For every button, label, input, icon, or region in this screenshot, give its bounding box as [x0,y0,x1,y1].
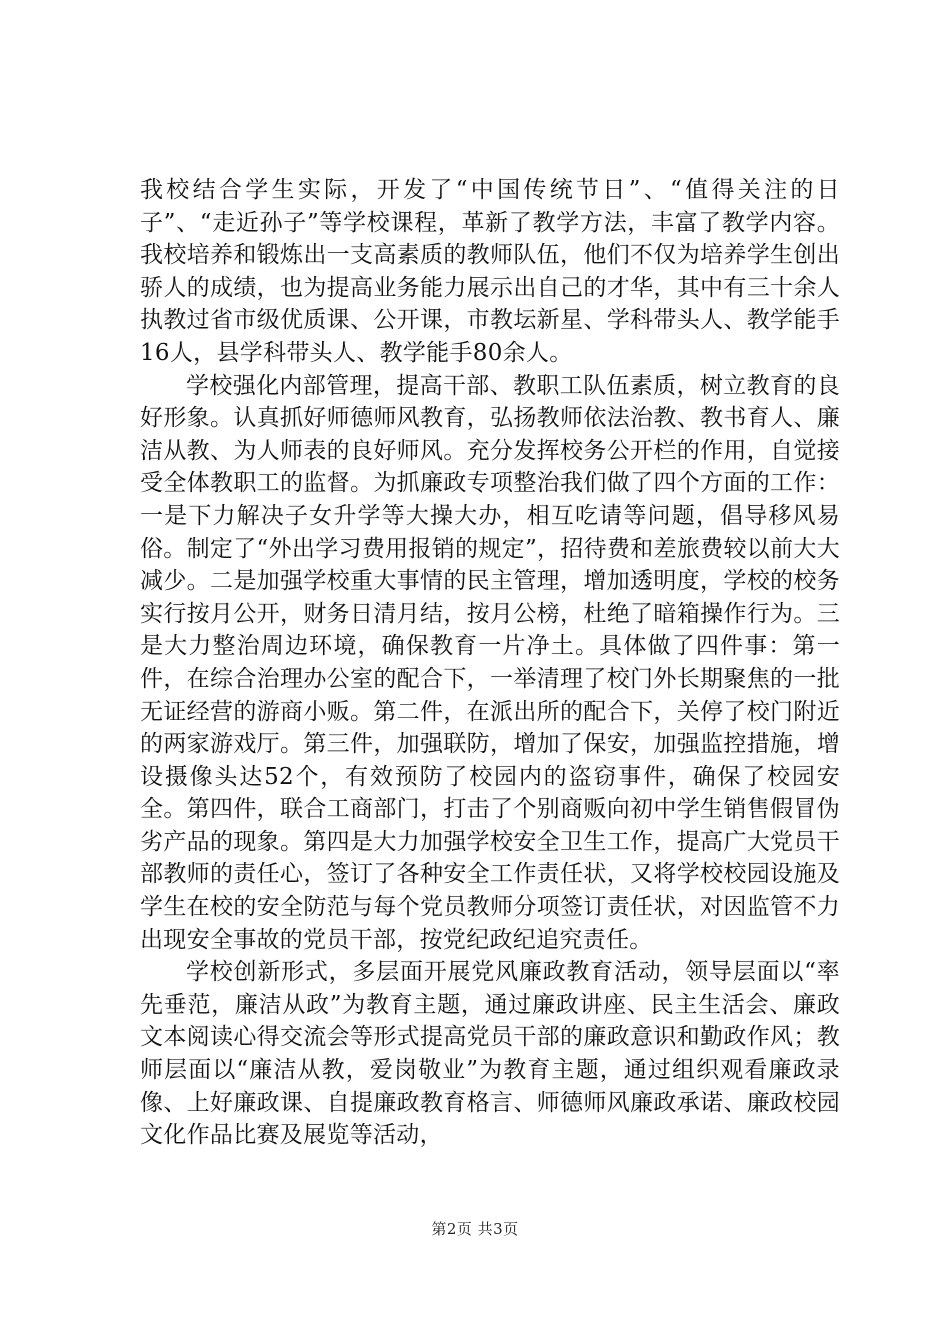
paragraph-3: 学校创新形式，多层面开展党风廉政教育活动，领导层面以“率先垂范，廉洁从政”为教育主题，通过廉政讲座、民主生活会、廉政文本阅读心得交流会等形式提高党员干部的廉政意识和勤政作风；教师层面以“廉洁从教，爱岗敬业”为教育主题，通过组织观看廉政录像、上好廉政课、自提廉政教育格言、师德师风廉政承诺、廉政校园文化作品比赛及展览等活动， [140,959,840,1149]
document-body [140,174,840,1152]
paragraph-2: 学校强化内部管理，提高干部、教职工队伍素质，树立教育的良好形象。认真抓好师德师风教育，弘扬教师依法治教、教书育人、廉洁从教、为人师表的良好师风。充分发挥校务公开栏的作用，自觉接受全体教职工的监督。为抓廉政专项整治我们做了四个方面的工作：一是下力解决子女升学等大操大办，相互吃请等问题，倡导移风易俗。制定了“外出学习费用报销的规定”，招待费和差旅费较以前大大减少。二是加强学校重大事情的民主管理，增加透明度，学校的校务实行按月公开，财务日清月结，按月公榜，杜绝了暗箱操作行为。三是大力整治周边环境，确保教育一片净土。具体做了四件事：第一件，在综合治理办公室的配合下，一举清理了校门外长期聚焦的一批无证经营的游商小贩。第二件，在派出所的配合下，关停了校门附近的两家游戏厅。第三件，加强联防，增加了保安，加强监控措施，增设摄像头达52个，有效预防了校园内的盗窃事件，确保了校园安全。第四件，联合工商部门，打击了个别商贩向初中学生销售假冒伪劣产品的现象。第四是大力加强学校安全卫生工作，提高广大党员干部教师的责任心，签订了各种安全工作责任状，又将学校校园设施及学生在校的安全防范与每个党员教师分项签订责任状，对因监管不力出现安全事故的党员干部，按党纪政纪追究责任。 [140,372,840,953]
paragraph-1: 我校结合学生实际，开发了“中国传统节日”、“值得关注的日子”、“走近孙子”等学校课程，革新了教学方法，丰富了教学内容。我校培养和锻炼出一支高素质的教师队伍，他们不仅为培养学生创出骄人的成绩，也为提高业务能力展示出自己的才华，其中有三十余人执教过省市级优质课、公开课，市教坛新星、学科带头人、教学能手16人，县学科带头人、教学能手80余人。 [140,177,840,366]
page-number-footer: 第2页 共3页 [431,1220,519,1238]
